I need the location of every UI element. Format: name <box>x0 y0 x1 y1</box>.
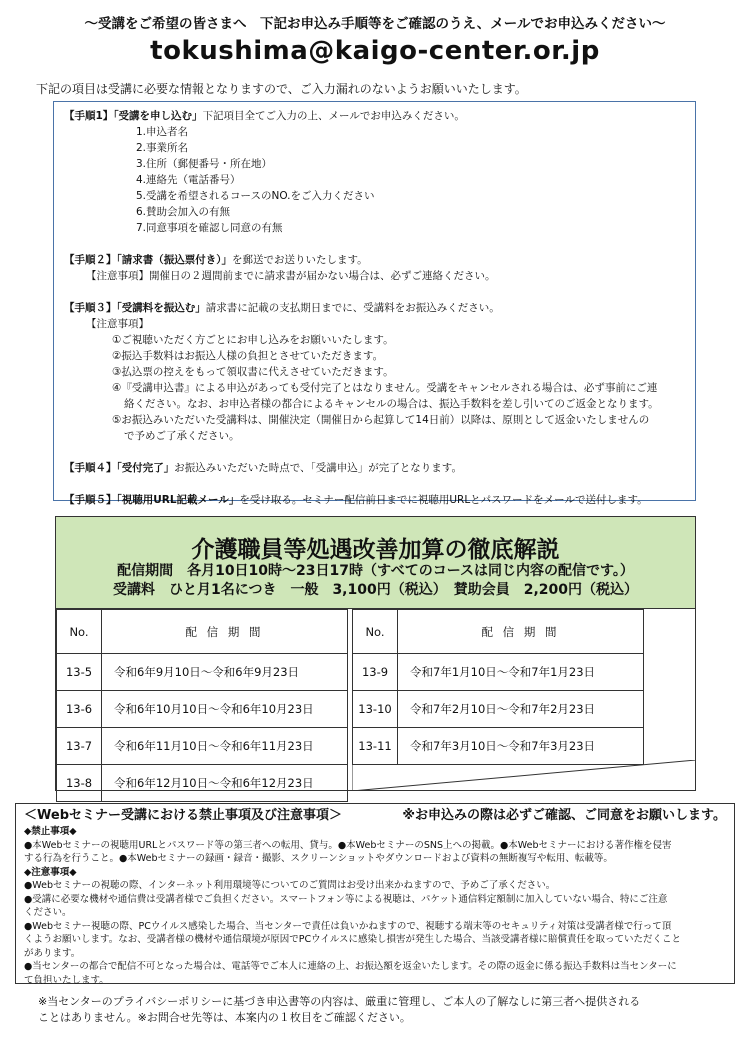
course-dates: 令和6年9月10日～令和6年9月23日 <box>102 654 348 691</box>
course-dates: 令和6年12月10日～令和6年12月23日 <box>102 765 348 802</box>
step-5-label: 【手順５】 <box>64 494 117 506</box>
course-period: 配信期間 各月10日10時～23日17時（すべてのコースは同じ内容の配信です。） <box>117 563 634 579</box>
top-instruction: ～受講をご希望の皆さまへ 下記お申込み手順等をご確認のうえ、メールでお申込みください～ <box>84 16 666 32</box>
course-no: 13-6 <box>57 691 102 728</box>
caution-line: ●Webセミナー視聴の際、PCウイルス感染した場合、当センターで責任は負いかねますので、視聴する端末等のセキュリティ対策は受講者様で行って頂 <box>24 920 672 932</box>
privacy-note <box>38 994 728 1026</box>
step-3-note-4: ④『受講申込書』による申込があっても受付完了とはなりません。受講をキャンセルされる場合は、必ず事前にご連 <box>112 382 658 394</box>
step-2-note: 【注意事項】開催日の２週間前までに請求書が届かない場合は、必ずご連絡ください。 <box>86 270 496 282</box>
column-header-no: No. <box>57 610 102 654</box>
step-1-item: 2.事業所名 <box>136 142 189 154</box>
step-5-text: を受け取る。セミナー配信前日までに視聴用URLとパスワードをメールで送付します。 <box>239 494 648 506</box>
table-row <box>57 765 348 802</box>
caution-line: くようお願いします。なお、受講者様の機材や通信環境が原因でPCウイルスに感染し損害が発生した場合、当該受講者様に賠償責任を取っていただくこと <box>24 934 682 945</box>
step-1-item: 1.申込者名 <box>136 126 189 138</box>
course-no: 13-8 <box>57 765 102 802</box>
step-1-title: 「受講を申し込む」 <box>113 110 203 122</box>
step-1-item: 6.賛助会加入の有無 <box>136 206 231 218</box>
table-row <box>57 728 348 765</box>
caution-heading: ◆注意事項◆ <box>24 866 77 878</box>
step-3-label: 【手順３】 <box>64 302 117 314</box>
course-title: 介護職員等処遇改善加算の徹底解説 <box>191 537 560 563</box>
caution-line: ●Webセミナーの視聴の際、インターネット利用環境等についてのご質問はお受け出来かねますので、予めご了承ください。 <box>24 880 556 891</box>
course-dates: 令和6年11月10日～令和6年11月23日 <box>102 728 348 765</box>
privacy-line: ことはありません。※お問合せ先等は、本案内の１枚目をご確認ください。 <box>38 1011 411 1024</box>
course-schedule-box <box>55 516 696 791</box>
caution-line: ●受講に必要な機材や通信費は受講者様でご負担ください。スマートフォン等による視聴は、パケット通信料定額制に加入していない場合、特にご注意 <box>24 893 668 905</box>
step-5-title: 「視聴用URL記載メール」 <box>116 494 240 506</box>
step-1-text: 下記項目全てご入力の上、メールでお申込みください。 <box>202 110 465 122</box>
table-row <box>57 654 348 691</box>
course-dates: 令和7年3月10日～令和7年3月23日 <box>398 728 644 765</box>
course-no: 13-7 <box>57 728 102 765</box>
step-1-label: 【手順1】 <box>64 110 114 122</box>
step-4-title: 「受付完了」 <box>116 462 175 474</box>
application-steps-box <box>53 101 696 506</box>
column-header-period: 配 信 期 間 <box>102 610 348 654</box>
step-1-item: 4.連絡先（電話番号） <box>136 174 241 186</box>
step-2-title: 「請求書（振込票付き）」 <box>116 254 232 266</box>
course-fee: 受講料 ひと月1名につき 一般 3,100円（税込） 賛助会員 2,200円（税込） <box>112 582 639 598</box>
webinar-notice-box <box>15 803 735 984</box>
step-3-note-1: ①ご視聴いただく方ごとにお申し込みをお願いいたします。 <box>112 334 394 346</box>
privacy-line: ※当センターのプライバシーポリシーに基づき申込書等の内容は、厳重に管理し、ご本人の了解なしに第三者へ提供される <box>38 995 641 1008</box>
caution-line: ください。 <box>24 907 72 918</box>
course-header <box>56 517 695 609</box>
step-2 <box>64 252 685 268</box>
step-3-note-5-cont: で予めご了承ください。 <box>124 430 240 442</box>
step-4-label: 【手順４】 <box>64 462 117 474</box>
intro-text: 下記の項目は受講に必要な情報となりますので、ご入力漏れのないようお願いいたします。 <box>36 82 527 96</box>
step-3-title: 「受講料を振込む」 <box>116 302 206 314</box>
table-row <box>353 691 644 728</box>
course-dates: 令和6年10月10日～令和6年10月23日 <box>102 691 348 728</box>
step-3-note-head: 【注意事項】 <box>86 318 149 330</box>
prohibited-line: する行為を行うこと。●本Webセミナーの録画・録音・撮影、スクリーンショットやダウンロードおよび資料の無断複写や転用、転載等。 <box>24 853 613 864</box>
caution-line: て負担いたします。 <box>24 974 109 986</box>
caution-line: ●当センターの都合で配信不可となった場合は、電話等でご本人に連絡の上、お振込額を返金いたします。その際の返金に係る振込手数料は当センターに <box>24 961 677 972</box>
column-header-no: No. <box>353 610 398 654</box>
step-4-text: お振込みいただいた時点で、「受講申込」が完了となります。 <box>174 462 462 474</box>
step-5 <box>64 492 685 508</box>
empty-cell-diagonal <box>352 760 696 791</box>
schedule-table-left <box>56 609 348 802</box>
column-header-period: 配 信 期 間 <box>398 610 644 654</box>
course-no: 13-5 <box>57 654 102 691</box>
contact-email[interactable]: tokushima@kaigo-center.or.jp <box>150 36 600 66</box>
table-row <box>353 728 644 765</box>
course-no: 13-9 <box>353 654 398 691</box>
notice-heading-right: ※お申込みの際は必ずご確認、ご同意をお願いします。 <box>402 808 726 823</box>
step-4 <box>64 460 685 476</box>
step-3-note-3: ③払込票の控えをもって領収書に代えさせていただきます。 <box>112 366 394 378</box>
step-1-item: 5.受講を希望されるコースのNO.をご入力ください <box>136 190 375 202</box>
course-no: 13-11 <box>353 728 398 765</box>
notice-heading <box>24 807 726 825</box>
table-row <box>353 654 644 691</box>
notice-heading-left: ＜Webセミナー受講における禁止事項及び注意事項＞ <box>24 808 342 823</box>
course-dates: 令和7年1月10日～令和7年1月23日 <box>398 654 644 691</box>
table-row <box>57 691 348 728</box>
step-3-note-5: ⑤お振込みいただいた受講料は、開催決定（開催日から起算して14日前）以降は、原則として返金いたしませんの <box>112 414 650 426</box>
step-2-text: を郵送でお送りいたします。 <box>232 254 368 266</box>
step-1-item: 3.住所（郵便番号・所在地） <box>136 158 273 170</box>
prohibited-heading: ◆禁止事項◆ <box>24 826 77 837</box>
step-2-label: 【手順２】 <box>64 254 117 266</box>
step-1 <box>64 108 685 124</box>
course-dates: 令和7年2月10日～令和7年2月23日 <box>398 691 644 728</box>
step-3-note-2: ②振込手数料はお振込人様の負担とさせていただきます。 <box>112 350 384 362</box>
prohibited-line: ●本Webセミナーの視聴用URLとパスワード等の第三者への転用、貸与。●本WebセミナーのSNS上への掲載。●本Webセミナーにおける著作権を侵害 <box>24 839 672 851</box>
schedule-table-right <box>352 609 644 765</box>
step-3-note-4-cont: 絡ください。なお、お申込者様の都合によるキャンセルの場合は、振込手数料を差し引いてのご返金となります。 <box>124 398 659 410</box>
step-1-item: 7.同意事項を確認し同意の有無 <box>136 222 283 234</box>
step-3 <box>64 300 685 316</box>
step-3-text: 請求書に記載の支払期日までに、受講料をお振込みください。 <box>205 302 500 314</box>
course-no: 13-10 <box>353 691 398 728</box>
caution-line: があります。 <box>24 947 81 959</box>
